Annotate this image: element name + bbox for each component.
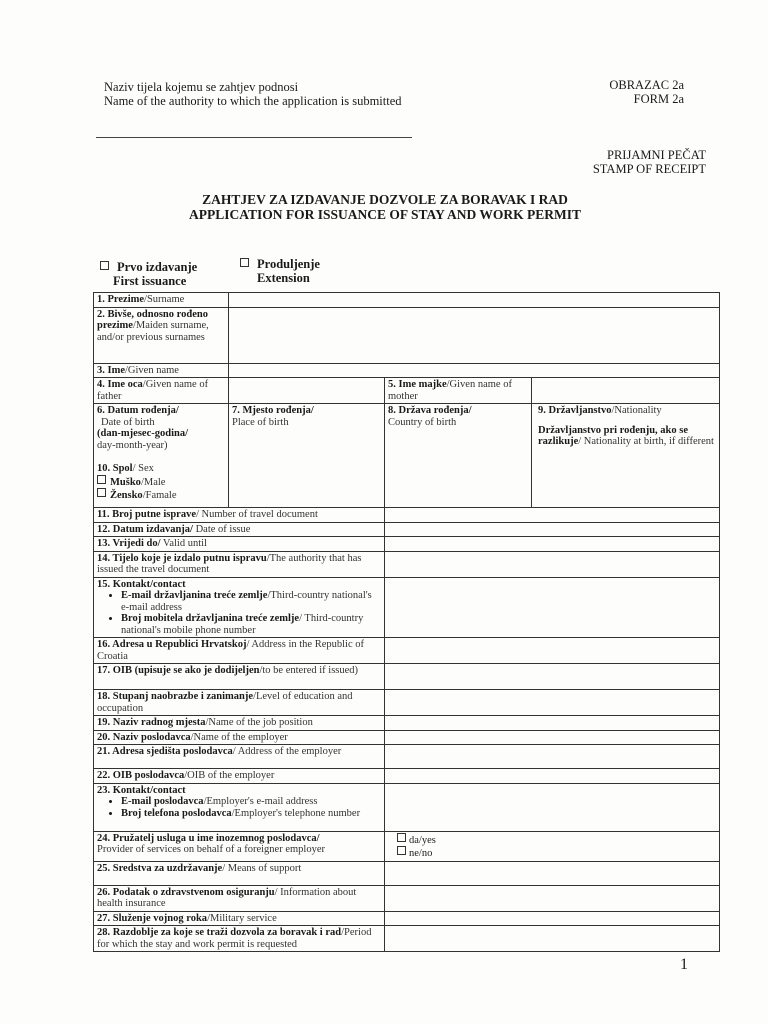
extension-en: Extension bbox=[257, 271, 310, 285]
row-means-of-support bbox=[94, 861, 720, 885]
row-parents bbox=[94, 378, 720, 404]
input-health-insurance[interactable] bbox=[385, 885, 720, 911]
yes-checkbox[interactable] bbox=[397, 833, 406, 842]
label-employer-name: 20. Naziv poslodavca/Name of the employer bbox=[94, 730, 385, 745]
service-provider-options bbox=[385, 831, 720, 861]
stamp-of-receipt bbox=[593, 148, 706, 176]
row-military-service bbox=[94, 911, 720, 926]
label-job-position: 19. Naziv radnog mjesta/Name of the job position bbox=[94, 716, 385, 731]
extension-option[interactable] bbox=[240, 257, 320, 285]
form-number-hr: OBRAZAC 2a bbox=[609, 78, 684, 92]
authority-line[interactable] bbox=[96, 137, 412, 138]
label-employer-phone: • Broj telefona poslodavca/Employer's telephone number bbox=[121, 808, 381, 820]
label-issuing-authority: 14. Tijelo koje je izdalo putnu ispravu/The authority that has issued the travel document bbox=[94, 551, 385, 577]
label-employer-address: 21. Adresa sjedišta poslodavca/ Address of the employer bbox=[94, 745, 385, 769]
form-number-en: FORM 2a bbox=[633, 92, 684, 106]
input-employer-contact[interactable] bbox=[385, 783, 720, 831]
row-surname bbox=[94, 293, 720, 308]
first-issuance-en: First issuance bbox=[113, 274, 187, 288]
input-surname[interactable] bbox=[229, 293, 720, 308]
label-surname: 1. Prezime/Surname bbox=[94, 293, 229, 308]
form-number bbox=[609, 78, 684, 106]
label-maiden-surname: 2. Bivše, odnosno rođeno prezime/Maiden surname, and/or previous surnames bbox=[94, 307, 229, 363]
label-service-provider: 24. Pružatelj usluga u ime inozemnog poslodavca/ Provider of services on behalf of a foreigner employer bbox=[94, 831, 385, 861]
row-education bbox=[94, 690, 720, 716]
row-travel-document-number bbox=[94, 508, 720, 523]
row-employer-address bbox=[94, 745, 720, 769]
label-means-of-support: 25. Sredstva za uzdržavanje/ Means of support bbox=[94, 861, 385, 885]
row-birth-details bbox=[94, 404, 720, 508]
row-contact bbox=[94, 577, 720, 638]
input-employer-oib[interactable] bbox=[385, 769, 720, 784]
female-checkbox[interactable] bbox=[97, 488, 106, 497]
label-travel-document-number: 11. Broj putne isprave/ Number of travel document bbox=[94, 508, 385, 523]
first-issuance-option[interactable] bbox=[100, 260, 197, 288]
label-father-name: 4. Ime oca/Given name of father bbox=[94, 378, 229, 404]
label-applicant-phone: • Broj mobitela državljanina treće zemlje/ Third-country national's mobile phone number bbox=[121, 613, 381, 636]
label-contact: 15. Kontakt/contact • E-mail državljanina treće zemlje/Third-country national's e-mail address • Broj mobitela državljanina treće zemlje/ Third-country national's mobile phone number bbox=[94, 577, 385, 638]
label-valid-until: 13. Vrijedi do/ Valid until bbox=[94, 537, 385, 552]
title-en: APPLICATION FOR ISSUANCE OF STAY AND WORK PERMIT bbox=[189, 207, 581, 222]
row-date-of-issue bbox=[94, 522, 720, 537]
authority-label-en: Name of the authority to which the application is submitted bbox=[104, 94, 402, 108]
extension-hr: Produljenje bbox=[257, 257, 320, 271]
form-title bbox=[150, 192, 620, 222]
title-hr: ZAHTJEV ZA IZDAVANJE DOZVOLE ZA BORAVAK I RAD bbox=[202, 192, 568, 207]
application-form-table bbox=[93, 292, 720, 952]
input-job-position[interactable] bbox=[385, 716, 720, 731]
label-address-croatia: 16. Adresa u Republici Hrvatskoj/ Address in the Republic of Croatia bbox=[94, 638, 385, 664]
input-employer-address[interactable] bbox=[385, 745, 720, 769]
input-valid-until[interactable] bbox=[385, 537, 720, 552]
first-issuance-hr: Prvo izdavanje bbox=[117, 260, 198, 274]
row-employer-oib bbox=[94, 769, 720, 784]
label-permit-period: 28. Razdoblje za koje se traži dozvola za boravak i rad/Period for which the stay and work permit is requested bbox=[94, 926, 385, 952]
input-maiden-surname[interactable] bbox=[229, 307, 720, 363]
stamp-label-en: STAMP OF RECEIPT bbox=[592, 162, 706, 176]
extension-checkbox[interactable] bbox=[240, 258, 249, 267]
row-valid-until bbox=[94, 537, 720, 552]
sex-male-option[interactable]: Muško/Male bbox=[97, 475, 225, 489]
row-issuing-authority bbox=[94, 551, 720, 577]
label-oib: 17. OIB (upisuje se ako je dodijeljen/to be entered if issued) bbox=[94, 664, 385, 690]
label-employer-email: • E-mail poslodavca/Employer's e-mail address bbox=[121, 796, 381, 808]
input-contact[interactable] bbox=[385, 577, 720, 638]
label-applicant-email: • E-mail državljanina treće zemlje/Third-country national's e-mail address bbox=[121, 590, 381, 613]
service-provider-no[interactable]: ne/no bbox=[397, 846, 716, 860]
cell-country-of-birth[interactable]: 8. Država rođenja/ Country of birth bbox=[385, 404, 532, 508]
input-military-service[interactable] bbox=[385, 911, 720, 926]
input-address-croatia[interactable] bbox=[385, 638, 720, 664]
row-address-croatia bbox=[94, 638, 720, 664]
stamp-label-hr: PRIJAMNI PEČAT bbox=[607, 148, 706, 162]
label-education: 18. Stupanj naobrazbe i zanimanje/Level of education and occupation bbox=[94, 690, 385, 716]
first-issuance-checkbox[interactable] bbox=[100, 261, 109, 270]
label-health-insurance: 26. Podatak o zdravstvenom osiguranju/ Information about health insurance bbox=[94, 885, 385, 911]
input-employer-name[interactable] bbox=[385, 730, 720, 745]
authority-label-hr: Naziv tijela kojemu se zahtjev podnosi bbox=[104, 80, 299, 94]
row-maiden-surname bbox=[94, 307, 720, 363]
row-permit-period bbox=[94, 926, 720, 952]
sex-female-option[interactable]: Žensko/Famale bbox=[97, 488, 225, 502]
label-employer-contact: 23. Kontakt/contact • E-mail poslodavca/Employer's e-mail address • Broj telefona poslodavca/Employer's telephone number bbox=[94, 783, 385, 831]
input-mother-name[interactable] bbox=[532, 378, 720, 404]
label-given-name: 3. Ime/Given name bbox=[94, 363, 229, 378]
service-provider-yes[interactable]: da/yes bbox=[397, 833, 716, 847]
input-given-name[interactable] bbox=[229, 363, 720, 378]
cell-nationality[interactable]: 9. Državljanstvo/Nationality Državljanstvo pri rođenju, ako se razlikuje/ Nationality at birth, if different bbox=[532, 404, 720, 508]
input-issuing-authority[interactable] bbox=[385, 551, 720, 577]
label-date-of-birth: 6. Datum rođenja/ Date of birth (dan-mjesec-godina/ day-month-year) bbox=[97, 405, 188, 451]
authority-label bbox=[104, 80, 402, 108]
cell-date-of-birth-sex bbox=[94, 404, 229, 508]
input-date-of-issue[interactable] bbox=[385, 522, 720, 537]
label-date-of-issue: 12. Datum izdavanja/ Date of issue bbox=[94, 522, 385, 537]
label-military-service: 27. Služenje vojnog roka/Military service bbox=[94, 911, 385, 926]
input-oib[interactable] bbox=[385, 664, 720, 690]
input-travel-document-number[interactable] bbox=[385, 508, 720, 523]
label-mother-name: 5. Ime majke/Given name of mother bbox=[385, 378, 532, 404]
label-sex: 10. Spol/ Sex bbox=[97, 463, 154, 474]
no-checkbox[interactable] bbox=[397, 846, 406, 855]
input-means-of-support[interactable] bbox=[385, 861, 720, 885]
row-oib bbox=[94, 664, 720, 690]
row-service-provider bbox=[94, 831, 720, 861]
row-employer-contact bbox=[94, 783, 720, 831]
input-permit-period[interactable] bbox=[385, 926, 720, 952]
row-employer-name bbox=[94, 730, 720, 745]
input-father-name[interactable] bbox=[229, 378, 385, 404]
row-given-name bbox=[94, 363, 720, 378]
male-checkbox[interactable] bbox=[97, 475, 106, 484]
page-number: 1 bbox=[680, 956, 688, 973]
row-health-insurance bbox=[94, 885, 720, 911]
row-job-position bbox=[94, 716, 720, 731]
cell-place-of-birth[interactable]: 7. Mjesto rođenja/ Place of birth bbox=[229, 404, 385, 508]
input-education[interactable] bbox=[385, 690, 720, 716]
label-employer-oib: 22. OIB poslodavca/OIB of the employer bbox=[94, 769, 385, 784]
